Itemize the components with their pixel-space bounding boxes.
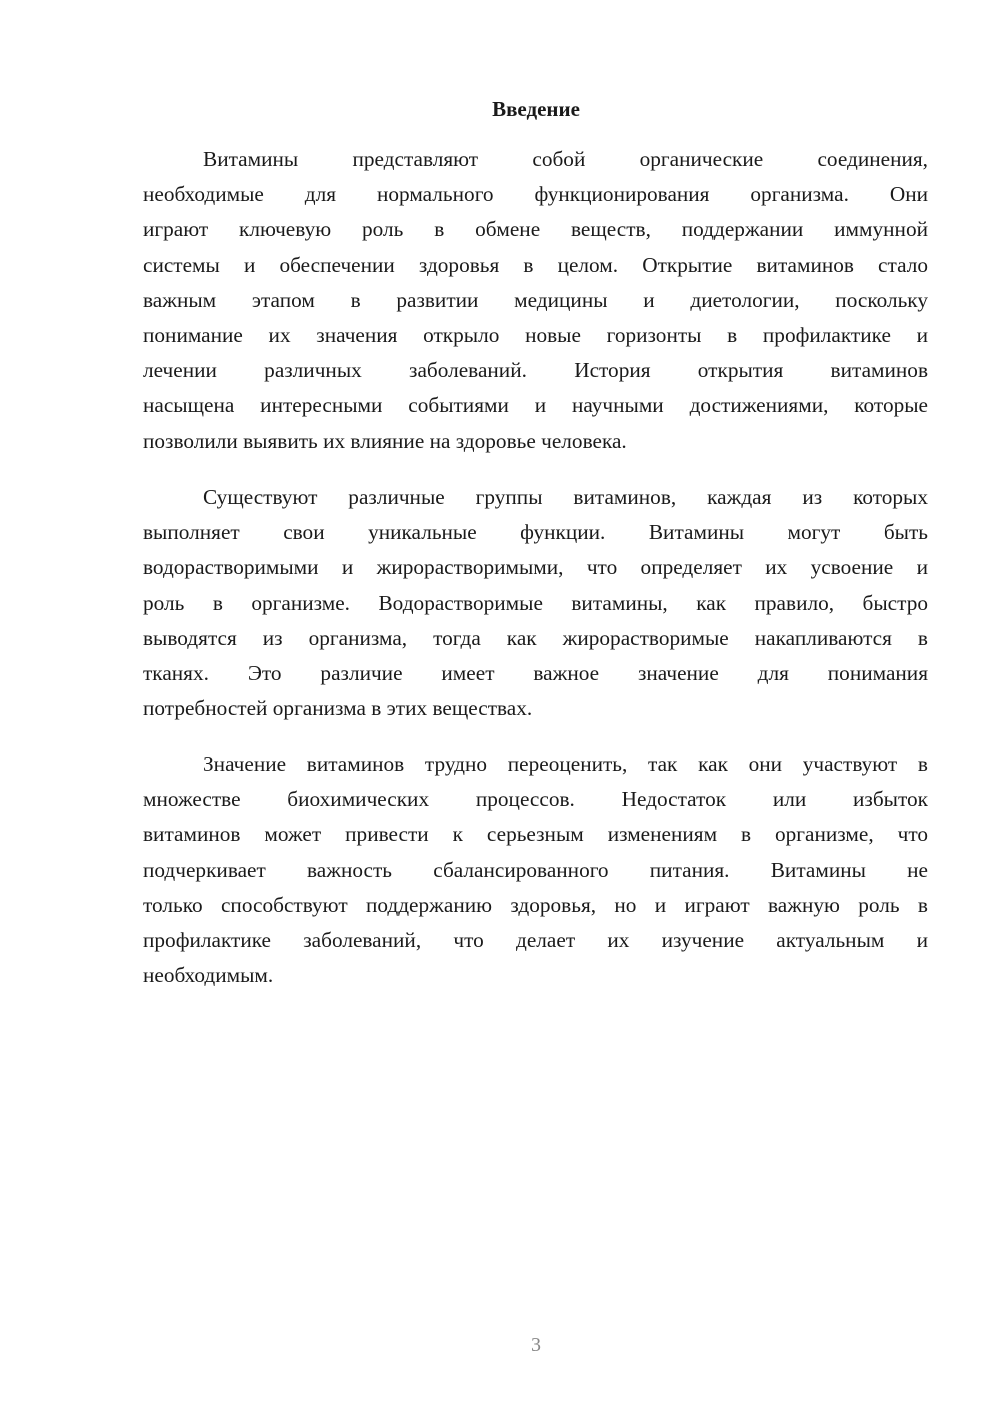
text-line: лечении различных заболеваний. История открытия витаминов	[143, 358, 928, 383]
paragraph-1	[143, 142, 928, 459]
text-line: системы и обеспечении здоровья в целом. Открытие витаминов стало	[143, 252, 928, 277]
text-line: необходимым.	[143, 963, 274, 988]
text-line: подчеркивает важность сбалансированного питания. Витамины не	[143, 857, 928, 882]
text-line: выводятся из организма, тогда как жирорастворимые накапливаются в	[143, 625, 928, 650]
text-line: потребностей организма в этих веществах.	[143, 696, 533, 721]
text-line: водорастворимыми и жирорастворимыми, что определяет их усвоение и	[143, 555, 928, 580]
text-line: витаминов может привести к серьезным изменениям в организме, что	[143, 822, 928, 847]
text-line: роль в организме. Водорастворимые витамины, как правило, быстро	[143, 590, 928, 615]
text-line: выполняет свои уникальные функции. Витамины могут быть	[143, 520, 928, 545]
text-line: профилактике заболеваний, что делает их изучение актуальным и	[143, 927, 928, 952]
text-line: Витамины представляют собой органические соединения,	[203, 147, 928, 171]
text-line: необходимые для нормального функционирования организма. Они	[143, 182, 928, 207]
paragraph-2	[143, 480, 928, 726]
page-number: 3	[531, 1334, 541, 1356]
text-line: позволили выявить их влияние на здоровье человека.	[143, 428, 627, 453]
text-line: важным этапом в развитии медицины и диетологии, поскольку	[143, 287, 928, 312]
text-line: Значение витаминов трудно переоценить, так как они участвуют в	[203, 752, 928, 776]
text-line: только способствуют поддержанию здоровья, но и играют важную роль в	[143, 892, 928, 917]
page-title: Введение	[492, 97, 580, 121]
paragraph-3	[143, 747, 928, 993]
text-line: тканях. Это различие имеет важное значение для понимания	[143, 660, 928, 685]
text-line: насыщена интересными событиями и научными достижениями, которые	[143, 393, 928, 418]
text-line: играют ключевую роль в обмене веществ, поддержании иммунной	[143, 217, 928, 242]
text-line: Существуют различные группы витаминов, каждая из которых	[203, 485, 928, 509]
text-line: понимание их значения открыло новые горизонты в профилактике и	[143, 322, 928, 347]
text-line: множестве биохимических процессов. Недостаток или избыток	[143, 787, 928, 812]
